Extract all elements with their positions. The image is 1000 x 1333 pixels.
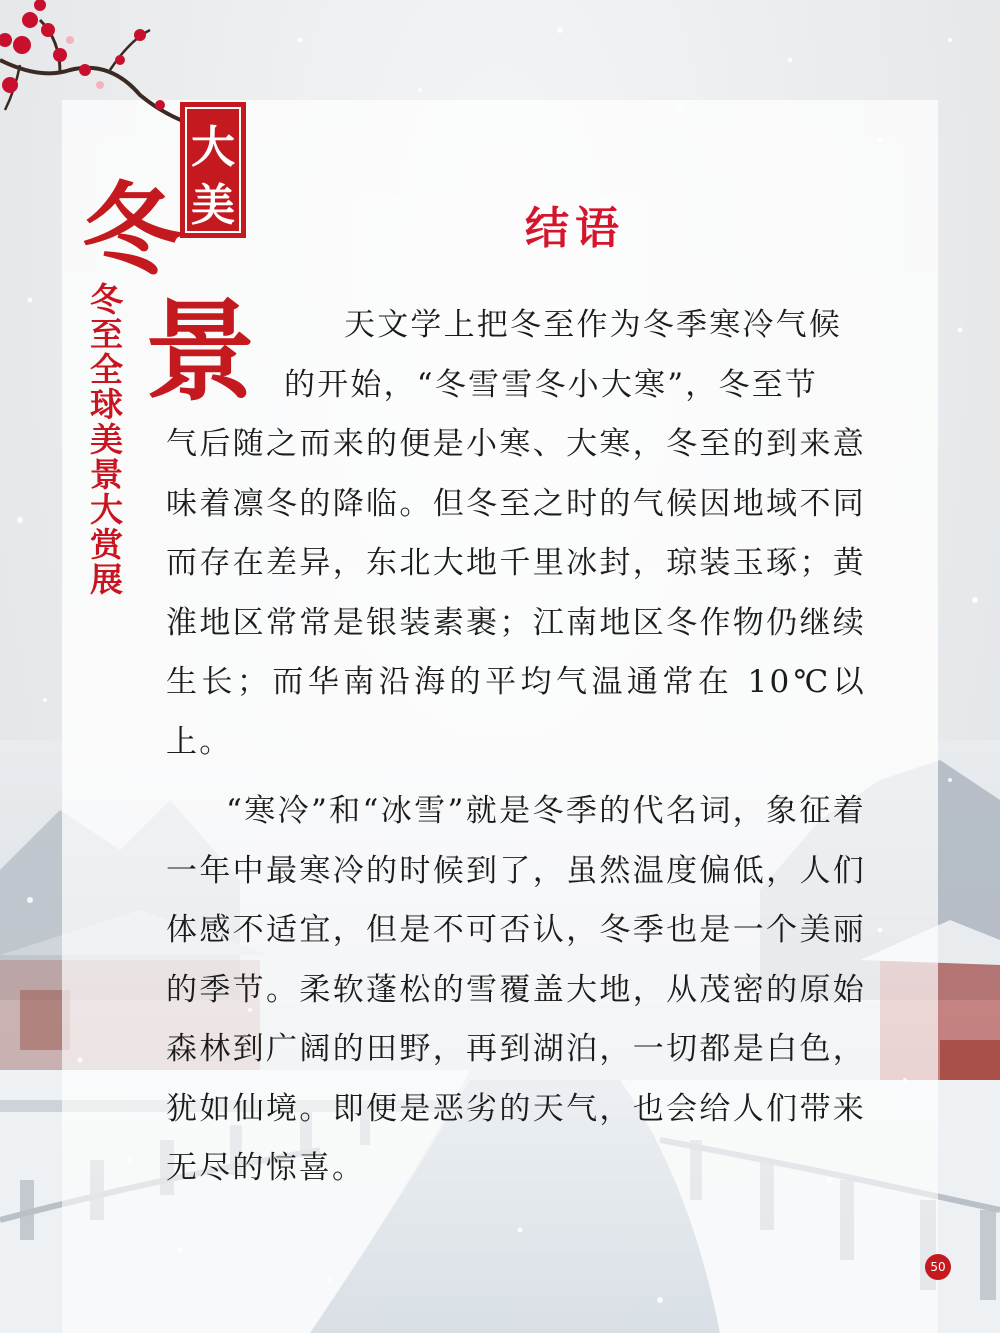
article-body	[166, 296, 866, 1209]
logo-mei-text: 美	[191, 180, 235, 231]
logo-da-mei-text: 大	[191, 122, 235, 173]
page-number-badge: 50	[925, 1254, 951, 1280]
paragraph-1	[166, 296, 866, 772]
paragraph-1-rest: 气后随之而来的便是小寒、大寒，冬至的到来意味着凛冬的降临。但冬至之时的气候因地域不同而存在差异，东北大地千里冰封，琼装玉琢；黄淮地区常常是银装素裹；江南地区冬作物仍继续生长；而华南沿海的平均气温通常在 10℃以上。	[166, 426, 866, 760]
vertical-exhibition-subtitle: 冬至全球美景大赏展	[85, 282, 124, 597]
logo-dong-text: 冬	[82, 171, 182, 289]
logo-jing-text: 景	[145, 287, 255, 416]
page-title: 结语	[525, 203, 625, 254]
paragraph-1-line-2: 的开始，“冬雪雪冬小大寒”，冬至节	[284, 366, 819, 403]
paragraph-1-line-1: 天文学上把冬至作为冬季寒冷气候	[344, 307, 842, 343]
logo-wrap-space	[166, 296, 284, 415]
paragraph-2-text: “寒冷”和“冰雪”就是冬季的代名词，象征着一年中最寒冷的时候到了，虽然温度偏低，人们体感不适宜，但是不可否认，冬季也是一个美丽的季节。柔软蓬松的雪覆盖大地，从茂密的原始森林到广阔的田野，再到湖泊，一切都是白色，犹如仙境。即便是恶劣的天气，也会给人们带来无尽的惊喜。	[166, 793, 866, 1186]
paragraph-2	[166, 782, 866, 1199]
paragraph-1-remainder	[166, 415, 866, 772]
